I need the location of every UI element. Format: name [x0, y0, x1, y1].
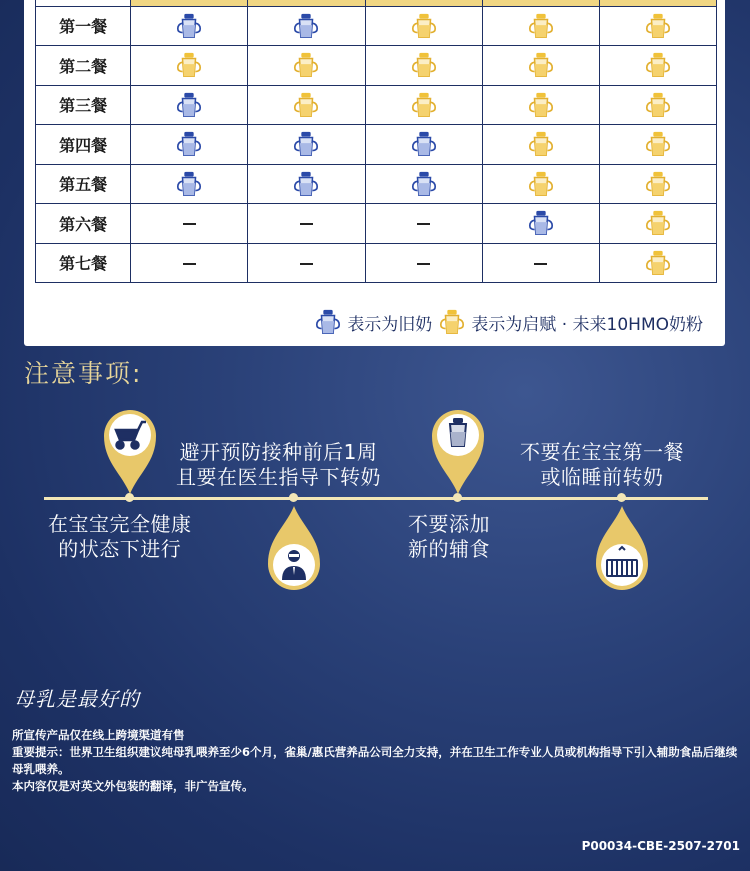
- old-formula-cell: [365, 164, 482, 204]
- empty-cell: [248, 243, 365, 283]
- sippy-cup-pin: [428, 404, 488, 496]
- dash-icon: [300, 223, 313, 225]
- new-formula-cell: [599, 85, 716, 125]
- old-formula-cell: [131, 85, 248, 125]
- old-formula-cup-icon: [314, 308, 342, 336]
- step-3-text: 不要添加 新的辅食: [408, 512, 490, 561]
- table-row: [36, 125, 717, 165]
- table-row: [36, 85, 717, 125]
- new-formula-cup-icon: [644, 12, 672, 40]
- new-formula-cell: [248, 46, 365, 86]
- new-formula-cup-icon: [410, 51, 438, 79]
- meal-label: 第七餐: [36, 243, 131, 283]
- new-formula-cup-icon: [410, 12, 438, 40]
- legend-old: [314, 308, 438, 336]
- old-formula-cell: [248, 125, 365, 165]
- dash-icon: [300, 263, 313, 265]
- new-formula-cell: [599, 46, 716, 86]
- transition-plan-panel: [24, 0, 725, 346]
- new-formula-cup-icon: [527, 12, 555, 40]
- step-2-text: 避开预防接种前后1周 且要在医生指导下转奶: [176, 440, 381, 489]
- table-row: [36, 204, 717, 244]
- new-formula-cup-icon: [292, 51, 320, 79]
- new-formula-cup-icon: [292, 91, 320, 119]
- meal-label: 第三餐: [36, 85, 131, 125]
- old-formula-cup-icon: [175, 170, 203, 198]
- empty-cell: [365, 243, 482, 283]
- new-formula-cell: [248, 85, 365, 125]
- table-row: [36, 46, 717, 86]
- new-formula-cup-icon: [644, 91, 672, 119]
- new-formula-cup-icon: [527, 51, 555, 79]
- new-formula-cell: [599, 243, 716, 283]
- doctor-pin: [264, 504, 324, 596]
- new-formula-cell: [365, 6, 482, 46]
- legend: [314, 308, 709, 336]
- new-formula-cell: [482, 46, 599, 86]
- document-code: P00034-CBE-2507-2701: [581, 839, 740, 853]
- notes-title: 注意事项:: [24, 359, 143, 388]
- old-formula-cup-icon: [175, 12, 203, 40]
- old-formula-cell: [131, 125, 248, 165]
- new-formula-cup-icon: [410, 91, 438, 119]
- new-formula-cell: [599, 164, 716, 204]
- crib-pin: [592, 504, 652, 596]
- legend-new-label: 表示为启赋 · 未来10HMO奶粉: [471, 314, 703, 335]
- dash-icon: [183, 263, 196, 265]
- empty-cell: [131, 243, 248, 283]
- meal-label: 第四餐: [36, 125, 131, 165]
- old-formula-cup-icon: [292, 130, 320, 158]
- old-formula-cup-icon: [175, 91, 203, 119]
- new-formula-cup-icon: [527, 130, 555, 158]
- empty-cell: [482, 243, 599, 283]
- timeline-line: [44, 497, 708, 500]
- step-4-text: 不要在宝宝第一餐 或临睡前转奶: [520, 440, 684, 489]
- new-formula-cell: [482, 164, 599, 204]
- footer-disclaimer: [12, 727, 742, 795]
- meal-label: 第一餐: [36, 6, 131, 46]
- new-formula-cup-icon: [438, 308, 466, 336]
- meal-label: 第二餐: [36, 46, 131, 86]
- old-formula-cell: [248, 164, 365, 204]
- new-formula-cup-icon: [175, 51, 203, 79]
- old-formula-cup-icon: [410, 130, 438, 158]
- timeline-dot: [289, 493, 298, 502]
- step-1-text: 在宝宝完全健康 的状态下进行: [48, 512, 192, 561]
- table-row: [36, 6, 717, 46]
- old-formula-cup-icon: [292, 170, 320, 198]
- old-formula-cup-icon: [410, 170, 438, 198]
- dash-icon: [417, 263, 430, 265]
- dash-icon: [417, 223, 430, 225]
- new-formula-cup-icon: [644, 170, 672, 198]
- new-formula-cup-icon: [527, 170, 555, 198]
- dash-icon: [183, 223, 196, 225]
- table-row: [36, 243, 717, 283]
- legend-old-label: 表示为旧奶: [347, 314, 433, 335]
- new-formula-cell: [131, 46, 248, 86]
- new-formula-cell: [599, 6, 716, 46]
- meal-label: 第五餐: [36, 164, 131, 204]
- old-formula-cell: [365, 125, 482, 165]
- dash-icon: [534, 263, 547, 265]
- new-formula-cup-icon: [644, 130, 672, 158]
- feeding-transition-table: [35, 0, 717, 283]
- old-formula-cell: [248, 6, 365, 46]
- meal-label: 第六餐: [36, 204, 131, 244]
- empty-cell: [248, 204, 365, 244]
- old-formula-cup-icon: [527, 209, 555, 237]
- timeline-dot: [617, 493, 626, 502]
- old-formula-cell: [482, 204, 599, 244]
- new-formula-cup-icon: [527, 91, 555, 119]
- breastmilk-signature: 母乳是最好的: [14, 687, 140, 711]
- stroller-pin: [100, 404, 160, 496]
- new-formula-cell: [365, 85, 482, 125]
- new-formula-cell: [365, 46, 482, 86]
- new-formula-cell: [482, 125, 599, 165]
- old-formula-cell: [131, 164, 248, 204]
- empty-cell: [365, 204, 482, 244]
- legend-new: [438, 308, 709, 336]
- footer-line-2: 重要提示：世界卫生组织建议纯母乳喂养至少6个月，雀巢/惠氏营养品公司全力支持，并在卫生工作专业人员或机构指导下引入辅助食品后继续母乳喂养。: [12, 745, 738, 776]
- old-formula-cell: [131, 6, 248, 46]
- new-formula-cell: [599, 204, 716, 244]
- old-formula-cup-icon: [175, 130, 203, 158]
- new-formula-cell: [599, 125, 716, 165]
- table-row: [36, 164, 717, 204]
- old-formula-cup-icon: [292, 12, 320, 40]
- empty-cell: [131, 204, 248, 244]
- new-formula-cup-icon: [644, 249, 672, 277]
- new-formula-cell: [482, 6, 599, 46]
- footer-line-1: 所宣传产品仅在线上跨境渠道有售: [12, 728, 185, 742]
- new-formula-cup-icon: [644, 51, 672, 79]
- footer-line-3: 本内容仅是对英文外包装的翻译，非广告宣传。: [12, 779, 254, 793]
- new-formula-cup-icon: [644, 209, 672, 237]
- new-formula-cell: [482, 85, 599, 125]
